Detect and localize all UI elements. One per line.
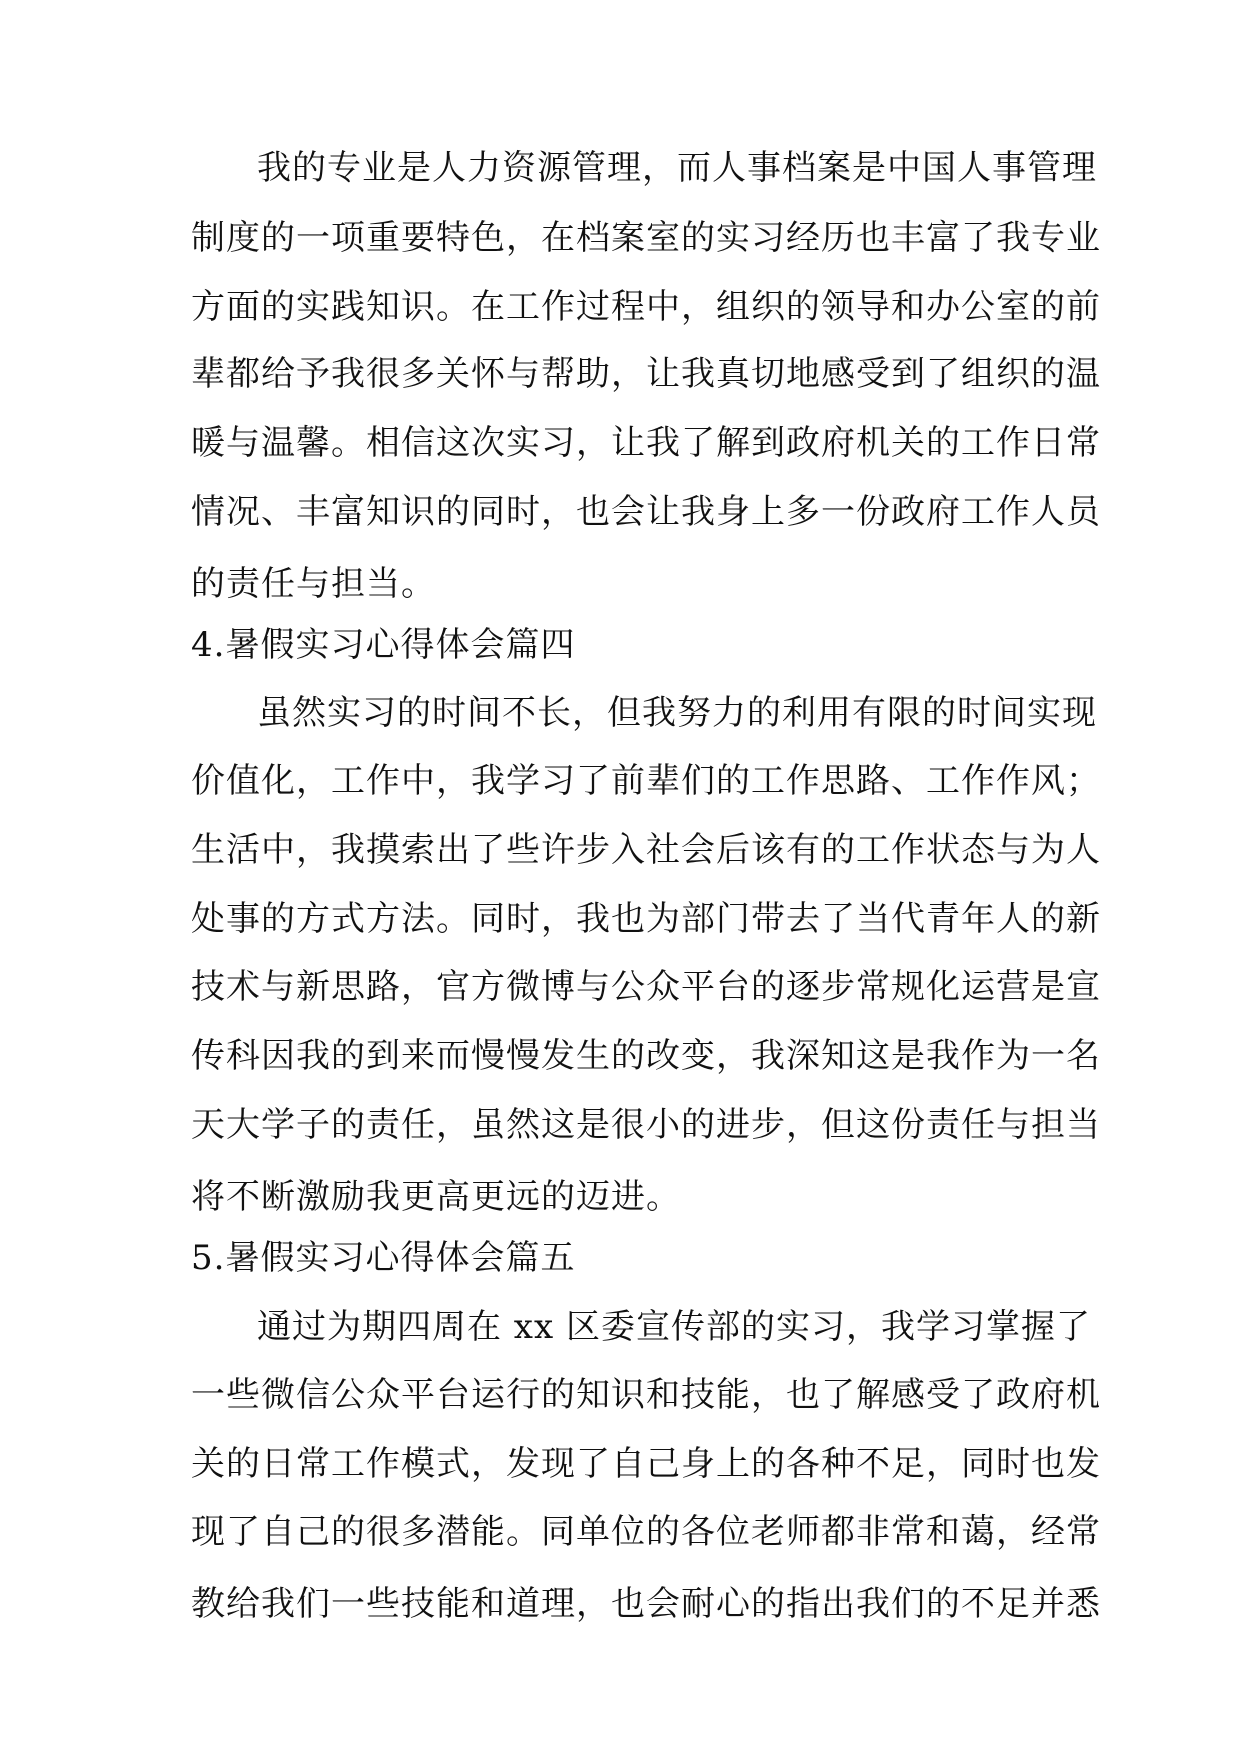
paragraph-line: 制度的一项重要特色，在档案室的实习经历也丰富了我专业 <box>191 218 1101 258</box>
paragraph-line: 辈都给予我很多关怀与帮助，让我真切地感受到了组织的温 <box>191 354 1101 394</box>
paragraph-line: 生活中，我摸索出了些许步入社会后该有的工作状态与为人 <box>191 830 1101 870</box>
paragraph-line: 教给我们一些技能和道理，也会耐心的指出我们的不足并悉 <box>191 1584 1101 1624</box>
paragraph-line: 技术与新思路，官方微博与公众平台的逐步常规化运营是宣 <box>191 967 1101 1007</box>
section-5-heading: 5.暑假实习心得体会篇五 <box>191 1238 576 1278</box>
paragraph-line: 的责任与担当。 <box>191 564 436 604</box>
paragraph-line: 传科因我的到来而慢慢发生的改变，我深知这是我作为一名 <box>191 1036 1101 1076</box>
paragraph-line: 情况、丰富知识的同时，也会让我身上多一份政府工作人员 <box>191 492 1101 532</box>
paragraph-line: 现了自己的很多潜能。同单位的各位老师都非常和蔼，经常 <box>191 1512 1101 1552</box>
paragraph-line: 将不断激励我更高更远的迈进。 <box>191 1177 681 1217</box>
paragraph-line: 一些微信公众平台运行的知识和技能，也了解感受了政府机 <box>191 1375 1101 1415</box>
paragraph-line: 价值化，工作中，我学习了前辈们的工作思路、工作作风； <box>191 761 1101 801</box>
paragraph-line: 关的日常工作模式，发现了自己身上的各种不足，同时也发 <box>191 1444 1101 1484</box>
paragraph-line: 天大学子的责任，虽然这是很小的进步，但这份责任与担当 <box>191 1105 1101 1145</box>
section-4-heading: 4.暑假实习心得体会篇四 <box>191 625 576 665</box>
paragraph-line: 我的专业是人力资源管理，而人事档案是中国人事管理 <box>257 148 1097 188</box>
paragraph-line: 方面的实践知识。在工作过程中，组织的领导和办公室的前 <box>191 287 1101 327</box>
paragraph-line: 暖与温馨。相信这次实习，让我了解到政府机关的工作日常 <box>191 423 1101 463</box>
paragraph-line: 通过为期四周在 xx 区委宣传部的实习，我学习掌握了 <box>257 1307 1091 1347</box>
paragraph-line: 虽然实习的时间不长，但我努力的利用有限的时间实现 <box>257 693 1097 733</box>
paragraph-line: 处事的方式方法。同时，我也为部门带去了当代青年人的新 <box>191 899 1101 939</box>
